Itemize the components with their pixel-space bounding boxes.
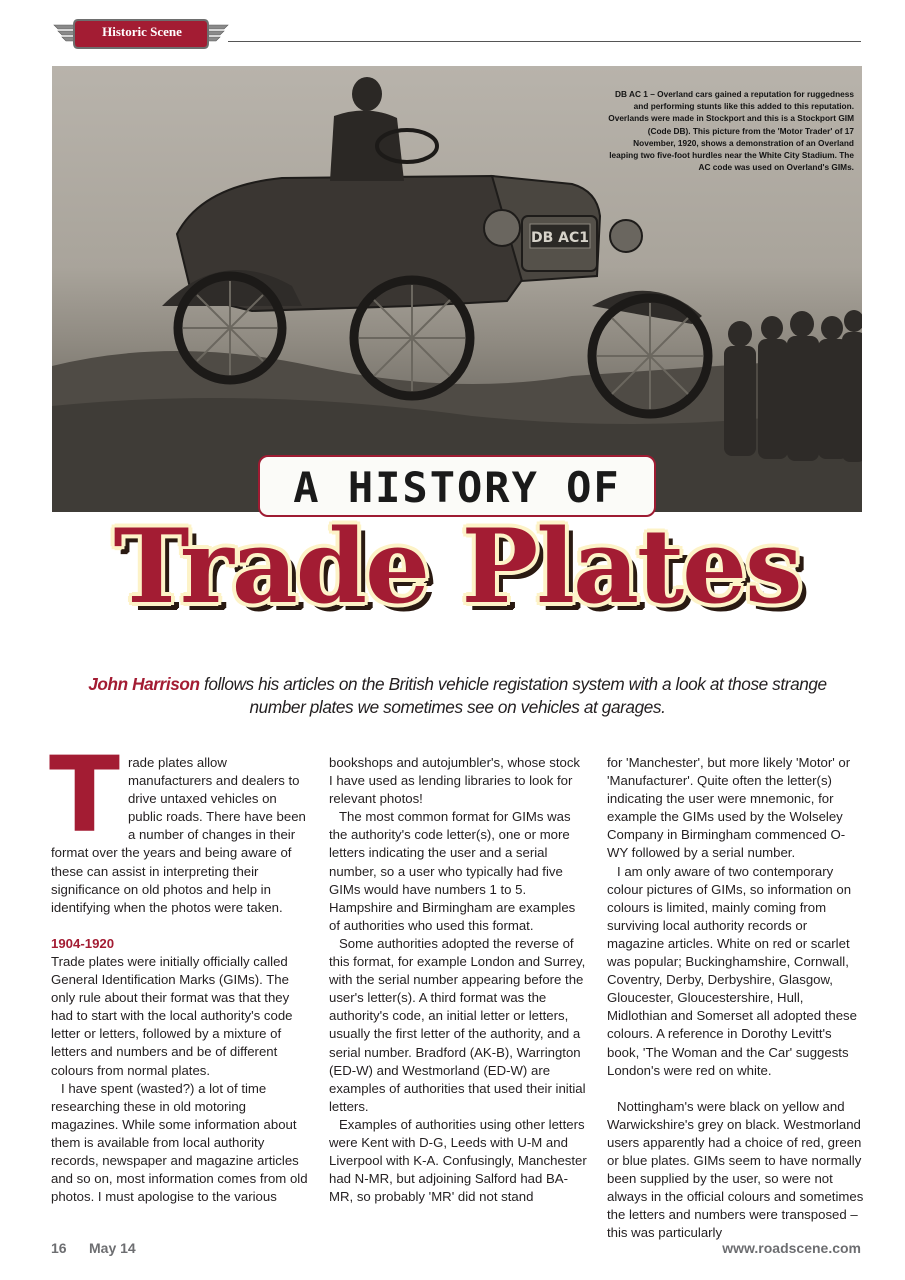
- paragraph: rade plates allow manufacturers and dealers to drive untaxed vehicles on public roads. There have been a number of changes in their format over the years and being aware of these can assist in interpreting their significance on old photos and help in identifying when the photos were taken.: [51, 755, 306, 915]
- issue-date: May 14: [89, 1240, 136, 1256]
- section-label: Historic Scene: [102, 24, 182, 39]
- subheading: 1904-1920: [51, 935, 115, 951]
- paragraph: The most common format for GIMs was the authority's code letter(s), one or more letters indicating the user and a serial number, so a user who typically had five GIMs would have numbers 1 to 5. Hampshire and Birmingham are examples of authorities who used this format.: [329, 809, 576, 933]
- paragraph: Examples of authorities using other letters were Kent with D-G, Leeds with U-M and Liverpool with K-A. Confusingly, Manchester had N-MR, but adjoining Salford had BA-MR, so probably 'MR' did not stand: [329, 1116, 587, 1205]
- standfirst-text: follows his articles on the British vehicle registation system with a look at those strange number plates we sometimes see on vehicles at garages.: [199, 674, 827, 717]
- hero-photo: [52, 66, 862, 512]
- website-url: www.roadscene.com: [722, 1240, 861, 1256]
- standfirst: [70, 673, 845, 719]
- paragraph: bookshops and autojumbler's, whose stock I have used as lending libraries to look for relevant photos!: [329, 755, 581, 807]
- article-column-1: [49, 734, 309, 1206]
- paragraph: for 'Manchester', but more likely 'Motor' or 'Manufacturer'. Quite often the letter(s) indicating the user were mnemonic, for example the GIMs used by the Wolseley Company in Birmingham commenced O-WY followed by a serial number.: [607, 755, 851, 861]
- section-badge: [50, 17, 232, 51]
- paragraph: I have spent (wasted?) a lot of time researching these in old motoring magazines. While some information about them is available from local authority records, newspaper and magazine articles and so on, most information comes from old photos. I must apologise to the various: [51, 1080, 308, 1205]
- header-rule: [228, 41, 861, 42]
- plate-text: DB AC1: [530, 230, 590, 246]
- article-column-2: [329, 754, 587, 1206]
- page-title: Trade Plates: [113, 507, 801, 627]
- drop-cap: T: [49, 734, 120, 856]
- paragraph: Trade plates were initially officially called General Identification Marks (GIMs). The only rule about their format was that they had to start with the local authority's code letter or letters, followed by a mixture of letters and numbers and be of different colours from normal plates.: [51, 953, 293, 1078]
- author-name: John Harrison: [88, 674, 200, 694]
- title-kicker: A HISTORY OF: [293, 463, 621, 512]
- article-column-3: [607, 754, 865, 1242]
- paragraph: Nottingham's were black on yellow and Warwickshire's grey on black. Westmorland users apparently had a choice of red, green or blue plates. GIMs seem to have normally been supplied by the user, so were not always in the official colours and sometimes the letters and numbers were transposed – this was particularly: [607, 1098, 864, 1241]
- paragraph: Some authorities adopted the reverse of this format, for example London and Surrey, with the serial number appearing before the user's letter(s). A third format was the authority's code, an initial letter or letters, usually the first letter of the authority, and a serial number. Bradford (AK-B), Warrington (ED-W) and Westmorland (ED-W) are examples of authorities that used their initial letters.: [329, 935, 586, 1114]
- page-number: 16: [51, 1240, 67, 1256]
- paragraph: I am only aware of two contemporary colour pictures of GIMs, so information on colours is limited, mainly coming from surviving local authority records or magazine articles. White on red or scarlet was popular; Buckinghamshire, Cornwall, Coventry, Derby, Derbyshire, Glasgow, Gloucester, Gloucestershire, Hull, Midlothian and Somerset all adopted these colours. A reference in Dorothy Levitt's book, 'The Woman and the Car' suggests London's were red on white.: [607, 863, 857, 1078]
- photo-caption: DB AC 1 – Overland cars gained a reputation for ruggedness and performing stunts like this added to this reputation. Overlands were made in Stockport and this is a Stockport GIM (Code DB). This picture from the 'Motor Trader' of 17 November, 1920, shows a demonstration of an Overland leaping two five-foot hurdles near the White City Stadium. The AC code was used on Overland's GIMs.: [608, 89, 854, 173]
